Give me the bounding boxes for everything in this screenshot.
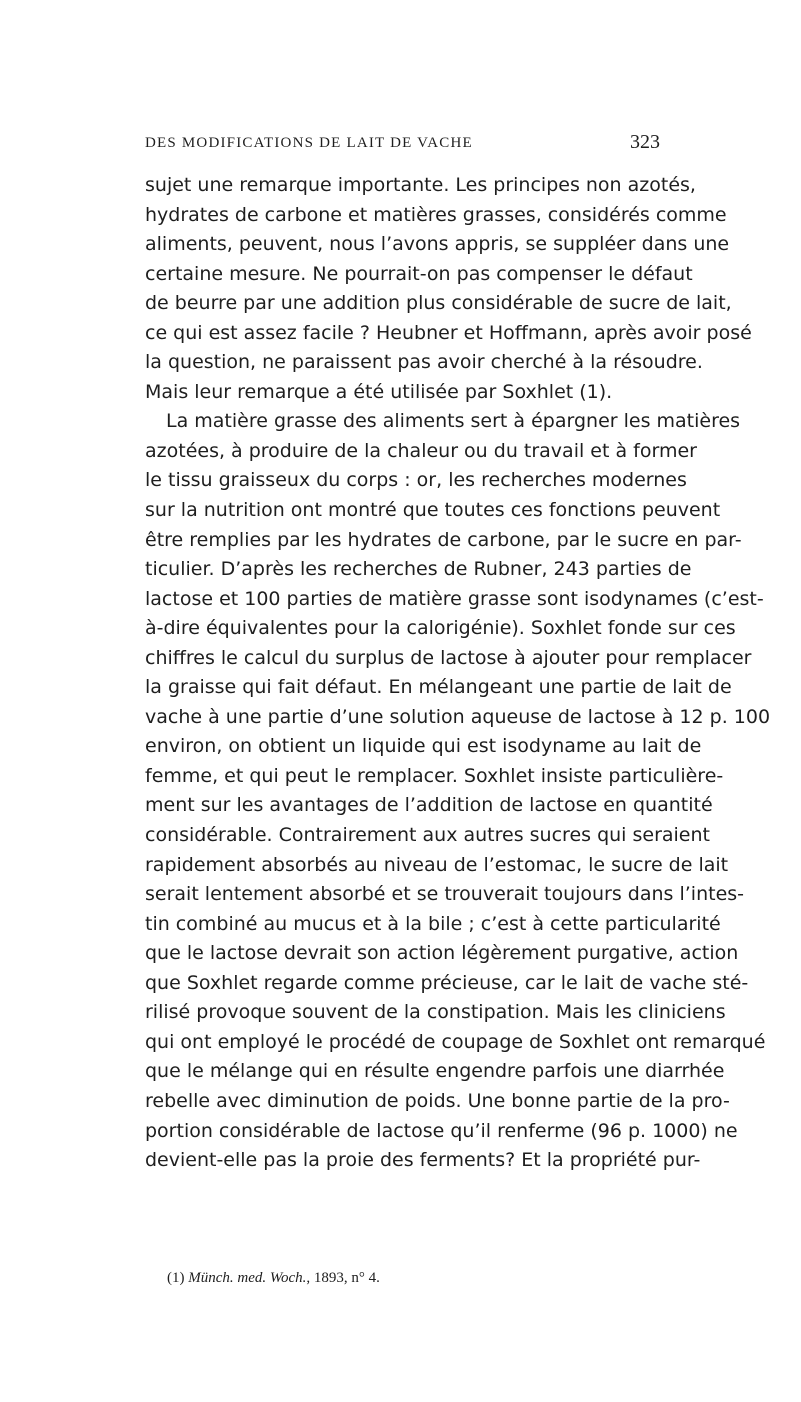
running-header	[145, 131, 660, 157]
footnote	[167, 1270, 661, 1287]
text-line: être remplies par les hydrates de carbone, par le sucre en par-	[145, 528, 742, 551]
text-line: lactose et 100 parties de matière grasse sont isodynames (c’est-	[145, 587, 764, 610]
text-line: serait lentement absorbé et se trouverait toujours dans l’intes-	[145, 883, 745, 906]
text-line: devient-elle pas la proie des ferments? Et la propriété pur-	[145, 1149, 701, 1172]
text-line: rapidement absorbés au niveau de l’estomac, le sucre de lait	[145, 853, 729, 876]
text-line: considérable. Contrairement aux autres sucres qui seraient	[145, 824, 710, 847]
text-line: certaine mesure. Ne pourrait-on pas compenser le défaut	[145, 262, 693, 285]
text-line: la question, ne paraissent pas avoir cherché à la résoudre.	[145, 351, 703, 374]
text-line: femme, et qui peut le remplacer. Soxhlet insiste particulière-	[145, 764, 724, 787]
text-line: sujet une remarque importante. Les principes non azotés,	[145, 174, 696, 196]
text-line: hydrates de carbone et matières grasses, considérés comme	[145, 203, 727, 226]
text-line: ment sur les avantages de l’addition de lactose en quantité	[145, 794, 713, 817]
text-line: ce qui est assez facile ? Heubner et Hoffmann, après avoir posé	[145, 321, 752, 344]
text-line: rebelle avec diminution de poids. Une bonne partie de la pro-	[145, 1089, 730, 1112]
text-line: La matière grasse des aliments sert à épargner les matières	[166, 410, 741, 433]
footnote-source: Münch. med. Woch.	[188, 1270, 307, 1286]
paragraph	[145, 171, 752, 407]
text-line: portion considérable de lactose qu’il renferme (96 p. 1000) ne	[145, 1119, 738, 1142]
paragraph	[145, 407, 771, 1175]
text-line: vache à une partie d’une solution aqueuse de lactose à 12 p. 100	[145, 705, 771, 728]
text-line: rilisé provoque souvent de la constipation. Mais les cliniciens	[145, 1001, 726, 1024]
text-line: environ, on obtient un liquide qui est isodyname au lait de	[145, 735, 702, 758]
text-line: la graisse qui fait défaut. En mélangeant une partie de lait de	[145, 676, 732, 699]
text-line: azotées, à produire de la chaleur ou du travail et à former	[145, 439, 697, 462]
text-line: aliments, peuvent, nous l’avons appris, se suppléer dans une	[145, 233, 730, 256]
text-line: à-dire équivalentes pour la calorigénie). Soxhlet fonde sur ces	[145, 617, 736, 640]
text-line: tin combiné au mucus et à la bile ; c’est à cette particularité	[145, 912, 721, 935]
text-line: que le mélange qui en résulte engendre parfois une diarrhée	[145, 1060, 725, 1083]
text-line: que Soxhlet regarde comme précieuse, car le lait de vache sté-	[145, 971, 749, 994]
text-line: ticulier. D’après les recherches de Rubner, 243 parties de	[145, 558, 692, 581]
text-line: que le lactose devrait son action légèrement purgative, action	[145, 942, 739, 965]
text-line: chiffres le calcul du surplus de lactose à ajouter pour remplacer	[145, 646, 752, 669]
text-line: sur la nutrition ont montré que toutes ces fonctions peuvent	[145, 499, 721, 522]
page-number: 323	[630, 131, 660, 153]
body-text	[145, 171, 771, 1176]
text-line: le tissu graisseux du corps : or, les recherches modernes	[145, 469, 687, 492]
text-line: qui ont employé le procédé de coupage de Soxhlet ont remarqué	[145, 1030, 766, 1053]
text-line: de beurre par une addition plus considérable de sucre de lait,	[145, 292, 732, 315]
footnote-marker: (1)	[167, 1270, 185, 1286]
text-line: Mais leur remarque a été utilisée par Soxhlet (1).	[145, 380, 613, 403]
footnote-details: , 1893, n° 4.	[306, 1270, 380, 1286]
running-title: DES MODIFICATIONS DE LAIT DE VACHE	[145, 135, 473, 151]
